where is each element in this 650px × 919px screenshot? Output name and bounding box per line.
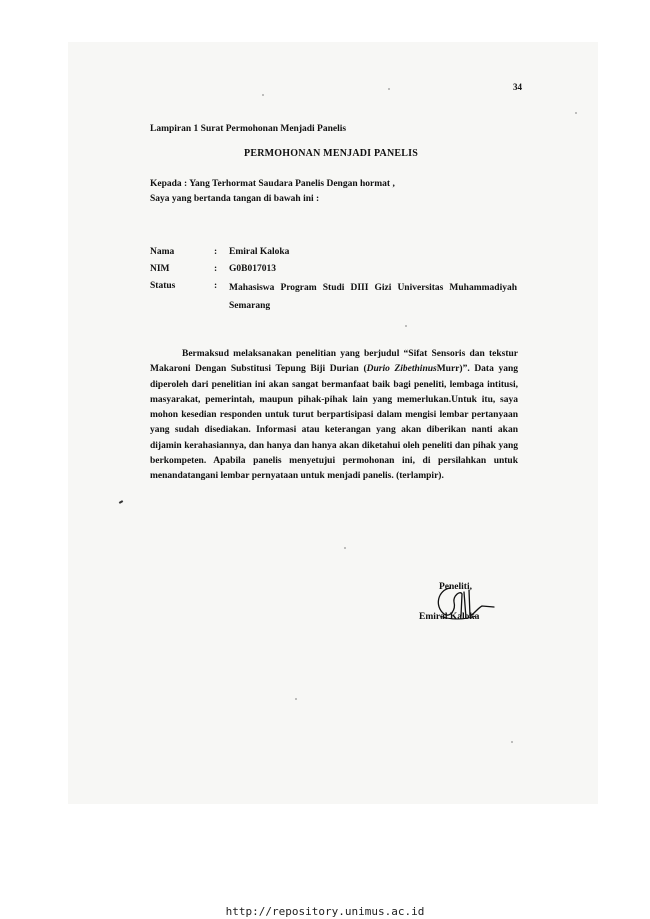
status-separator: : xyxy=(214,281,218,291)
scan-speck xyxy=(388,88,390,90)
status-label: Status xyxy=(150,281,176,291)
body-paragraph xyxy=(150,347,518,485)
scan-speck xyxy=(262,94,264,96)
repository-url: http://repository.unimus.ac.id xyxy=(225,905,425,918)
scan-speck xyxy=(344,547,346,549)
page-number: 34 xyxy=(513,82,522,92)
body-text-part1: Bermaksud melaksanakan penelitian yang berjudul “Sifat Sensoris dan tekstur Makaroni Dengan Substitusi Tepung Biji Durian ( xyxy=(150,349,518,375)
scan-speck xyxy=(295,698,297,700)
nim-label: NIM xyxy=(150,264,170,274)
scan-speck xyxy=(511,741,513,743)
appendix-heading: Lampiran 1 Surat Permohonan Menjadi Panelis xyxy=(150,124,347,134)
status-value-line1: Mahasiswa Program Studi DIII Gizi Universitas Muhammadiyah xyxy=(229,283,517,293)
name-label: Nama xyxy=(150,247,175,257)
scan-speck xyxy=(405,325,407,327)
body-text-part2: Murr)”. Data yang diperoleh dari penelitian ini akan sangat bermanfaat baik bagi peneliti, lembaga intitusi, masyarakat, pemerintah, maupun pihak-pihak lain yang memerlukan.Untuk itu, saya mohon kesedian responden untuk turut berpartisipasi dalam mengisi lembar pertanyaan yang sudah disediakan. Informasi atau keterangan yang akan diberikan nanti akan dijamin kerahasiannya, dan hanya dan hanya akan diketahui oleh peneliti dan pihak yang berkompeten. Apabila panelis menyetujui permohonan ini, di persilahkan untuk menandatangani lembar pernyataan untuk menjadi panelis. (terlampir). xyxy=(150,364,519,482)
species-name: Durio Zibethinus xyxy=(366,364,437,375)
document-title: PERMOHONAN MENJADI PANELIS xyxy=(244,148,418,159)
signature-role: Peneliti, xyxy=(439,582,472,592)
greeting-line: Kepada : Yang Terhormat Saudara Panelis Dengan hormat , xyxy=(150,179,395,189)
name-value: Emiral Kaloka xyxy=(229,247,290,257)
scan-speck xyxy=(575,112,577,114)
intro-line: Saya yang bertanda tangan di bawah ini : xyxy=(150,194,320,204)
nim-separator: : xyxy=(214,264,218,274)
name-separator: : xyxy=(214,247,218,257)
nim-value: G0B017013 xyxy=(229,264,276,274)
status-value-line2: Semarang xyxy=(229,301,271,311)
signer-name: Emiral Kaloka xyxy=(419,612,480,622)
